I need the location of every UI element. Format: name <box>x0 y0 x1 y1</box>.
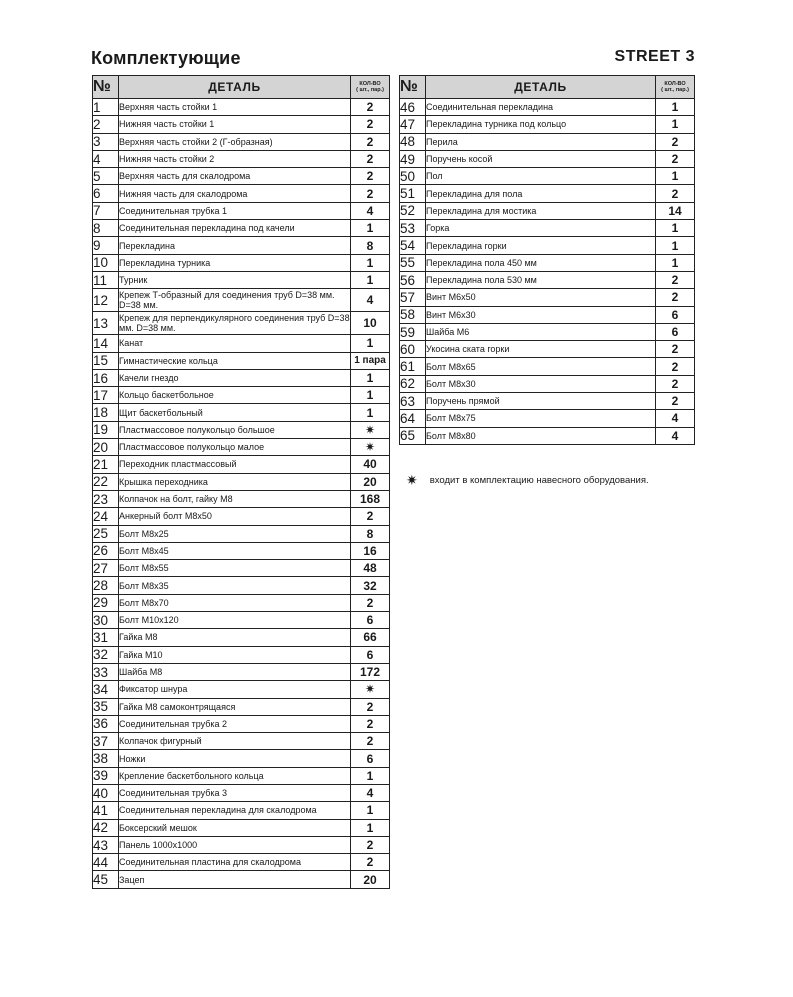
part-number: 26 <box>93 542 119 559</box>
part-number: 4 <box>93 150 119 167</box>
part-name: Винт М6х50 <box>426 289 656 306</box>
part-quantity: 2 <box>351 698 390 715</box>
part-quantity: 2 <box>351 594 390 611</box>
table-row <box>93 698 390 715</box>
table-row <box>400 237 695 254</box>
table-row <box>93 784 390 801</box>
table-row <box>93 802 390 819</box>
model-name: STREET 3 <box>614 48 695 65</box>
part-name: Нижняя часть стойки 1 <box>119 116 351 133</box>
part-name: Болт М8х65 <box>426 358 656 375</box>
part-number: 37 <box>93 733 119 750</box>
part-name: Нижняя часть для скалодрома <box>119 185 351 202</box>
table-row <box>400 323 695 340</box>
table-row <box>93 542 390 559</box>
part-quantity: 2 <box>351 733 390 750</box>
part-name: Качели гнездо <box>119 369 351 386</box>
part-quantity: 48 <box>351 560 390 577</box>
part-number: 42 <box>93 819 119 836</box>
part-quantity: 1 <box>351 404 390 421</box>
part-number: 12 <box>93 289 119 312</box>
table-row <box>93 168 390 185</box>
table-row <box>400 254 695 271</box>
part-number: 51 <box>400 185 426 202</box>
table-row <box>400 220 695 237</box>
part-number: 11 <box>93 271 119 288</box>
part-quantity: 2 <box>351 715 390 732</box>
part-number: 34 <box>93 681 119 698</box>
table-row <box>93 116 390 133</box>
part-name: Шайба М8 <box>119 663 351 680</box>
part-quantity: 1 <box>351 819 390 836</box>
table-row <box>93 421 390 438</box>
part-quantity: 2 <box>656 393 695 410</box>
part-name: Пластмассовое полукольцо большое <box>119 421 351 438</box>
part-name: Соединительная трубка 1 <box>119 202 351 219</box>
table-row <box>93 456 390 473</box>
part-number: 25 <box>93 525 119 542</box>
table-row <box>93 185 390 202</box>
table-row <box>93 767 390 784</box>
part-number: 35 <box>93 698 119 715</box>
table-row <box>93 733 390 750</box>
part-name: Болт М10х120 <box>119 612 351 629</box>
qty-header-line1: КОЛ-ВО <box>359 81 381 87</box>
part-quantity: 2 <box>351 133 390 150</box>
column-header-name: ДЕТАЛЬ <box>426 76 656 99</box>
part-name: Перекладина пола 530 мм <box>426 271 656 288</box>
part-quantity: 1 <box>351 271 390 288</box>
part-quantity: 2 <box>656 375 695 392</box>
part-quantity: 2 <box>656 341 695 358</box>
optional-equipment-icon: ✷ <box>351 681 390 698</box>
table-row <box>93 254 390 271</box>
part-name: Анкерный болт М8х50 <box>119 508 351 525</box>
part-name: Кольцо баскетбольное <box>119 387 351 404</box>
part-quantity: 1 <box>656 116 695 133</box>
part-number: 65 <box>400 427 426 444</box>
part-quantity: 2 <box>351 185 390 202</box>
part-name: Гайка М10 <box>119 646 351 663</box>
part-number: 32 <box>93 646 119 663</box>
part-number: 1 <box>93 99 119 116</box>
part-number: 53 <box>400 220 426 237</box>
asterisk-icon: ✷ <box>406 472 418 488</box>
part-number: 54 <box>400 237 426 254</box>
table-row <box>93 133 390 150</box>
part-number: 31 <box>93 629 119 646</box>
part-number: 3 <box>93 133 119 150</box>
part-name: Болт М8х70 <box>119 594 351 611</box>
table-row <box>93 871 390 888</box>
table-row <box>93 681 390 698</box>
part-name: Перекладина <box>119 237 351 254</box>
part-quantity: 10 <box>351 312 390 335</box>
table-row <box>93 819 390 836</box>
part-name: Болт М8х25 <box>119 525 351 542</box>
part-name: Гайка М8 самоконтрящаяся <box>119 698 351 715</box>
part-number: 61 <box>400 358 426 375</box>
part-name: Канат <box>119 335 351 352</box>
part-quantity: 1 <box>656 237 695 254</box>
part-quantity: 1 <box>656 220 695 237</box>
table-row <box>400 393 695 410</box>
part-quantity: 1 <box>656 168 695 185</box>
part-name: Перекладина для мостика <box>426 202 656 219</box>
part-number: 43 <box>93 836 119 853</box>
part-quantity: 2 <box>351 854 390 871</box>
table-row <box>400 341 695 358</box>
column-header-num: № <box>400 76 426 99</box>
qty-header-line1: КОЛ-ВО <box>664 81 686 87</box>
part-quantity: 2 <box>351 836 390 853</box>
part-number: 49 <box>400 150 426 167</box>
part-number: 63 <box>400 393 426 410</box>
part-name: Пол <box>426 168 656 185</box>
table-row <box>400 375 695 392</box>
part-name: Крепление баскетбольного кольца <box>119 767 351 784</box>
part-quantity: 168 <box>351 490 390 507</box>
part-quantity: 8 <box>351 525 390 542</box>
optional-equipment-icon: ✷ <box>351 439 390 456</box>
part-name: Фиксатор шнура <box>119 681 351 698</box>
table-row <box>93 439 390 456</box>
table-row <box>400 289 695 306</box>
part-quantity: 4 <box>351 202 390 219</box>
table-row <box>400 306 695 323</box>
table-row <box>93 646 390 663</box>
part-quantity: 32 <box>351 577 390 594</box>
table-row <box>93 525 390 542</box>
table-row <box>93 854 390 871</box>
part-name: Турник <box>119 271 351 288</box>
table-row <box>93 594 390 611</box>
part-name: Винт М6х30 <box>426 306 656 323</box>
table-row <box>93 150 390 167</box>
part-quantity: 6 <box>656 323 695 340</box>
table-row <box>93 612 390 629</box>
part-quantity: 2 <box>351 168 390 185</box>
table-header <box>93 76 390 99</box>
table-row <box>93 663 390 680</box>
table-row <box>93 836 390 853</box>
part-quantity: 2 <box>351 150 390 167</box>
part-name: Болт М8х55 <box>119 560 351 577</box>
part-quantity: 40 <box>351 456 390 473</box>
part-name: Горка <box>426 220 656 237</box>
part-number: 14 <box>93 335 119 352</box>
part-number: 19 <box>93 421 119 438</box>
part-name: Пластмассовое полукольцо малое <box>119 439 351 456</box>
part-number: 18 <box>93 404 119 421</box>
part-name: Шайба М6 <box>426 323 656 340</box>
part-number: 41 <box>93 802 119 819</box>
part-number: 2 <box>93 116 119 133</box>
page-title: Комплектующие <box>91 48 241 68</box>
footnote <box>406 472 649 489</box>
part-number: 7 <box>93 202 119 219</box>
table-row <box>400 168 695 185</box>
part-name: Поручень косой <box>426 150 656 167</box>
part-number: 16 <box>93 369 119 386</box>
part-quantity: 20 <box>351 473 390 490</box>
part-quantity: 2 <box>656 133 695 150</box>
column-header-name: ДЕТАЛЬ <box>119 76 351 99</box>
part-number: 5 <box>93 168 119 185</box>
table-row <box>93 312 390 335</box>
column-header-qty <box>351 76 390 99</box>
table-row <box>93 369 390 386</box>
part-number: 50 <box>400 168 426 185</box>
part-quantity: 4 <box>351 784 390 801</box>
part-number: 9 <box>93 237 119 254</box>
parts-table-right <box>399 75 695 445</box>
part-quantity: 4 <box>656 427 695 444</box>
part-number: 24 <box>93 508 119 525</box>
part-number: 38 <box>93 750 119 767</box>
table-row <box>400 133 695 150</box>
table-row <box>400 410 695 427</box>
part-name: Крепеж для перпендикулярного соединения труб D=38 мм. D=38 мм. <box>119 313 350 334</box>
part-name: Соединительная трубка 3 <box>119 784 351 801</box>
part-name: Перекладина пола 450 мм <box>426 254 656 271</box>
part-name: Соединительная перекладина под качели <box>119 220 351 237</box>
part-name: Болт М8х75 <box>426 410 656 427</box>
table-row <box>93 473 390 490</box>
part-number: 39 <box>93 767 119 784</box>
part-name: Соединительная перекладина <box>426 99 656 116</box>
part-number: 48 <box>400 133 426 150</box>
part-name: Поручень прямой <box>426 393 656 410</box>
part-name: Панель 1000х1000 <box>119 836 351 853</box>
part-quantity: 172 <box>351 663 390 680</box>
part-quantity: 14 <box>656 202 695 219</box>
part-name: Верхняя часть стойки 1 <box>119 99 351 116</box>
part-number: 30 <box>93 612 119 629</box>
part-name: Перила <box>426 133 656 150</box>
part-quantity: 6 <box>351 750 390 767</box>
table-row <box>93 352 390 369</box>
footnote-text: входит в комплектацию навесного оборудования. <box>429 475 649 486</box>
table-row <box>93 404 390 421</box>
part-quantity: 2 <box>351 116 390 133</box>
part-quantity: 2 <box>656 358 695 375</box>
table-row <box>93 99 390 116</box>
part-name: Нижняя часть стойки 2 <box>119 150 351 167</box>
part-number: 21 <box>93 456 119 473</box>
part-name: Соединительная трубка 2 <box>119 715 351 732</box>
table-row <box>400 271 695 288</box>
part-quantity: 1 <box>351 802 390 819</box>
part-name: Переходник пластмассовый <box>119 456 351 473</box>
part-name: Болт М8х35 <box>119 577 351 594</box>
part-name: Болт М8х80 <box>426 427 656 444</box>
table-row <box>93 271 390 288</box>
part-quantity: 1 <box>656 254 695 271</box>
table-row <box>93 490 390 507</box>
column-header-qty <box>656 76 695 99</box>
table-row <box>400 99 695 116</box>
table-row <box>93 715 390 732</box>
part-name: Зацеп <box>119 871 351 888</box>
part-number: 10 <box>93 254 119 271</box>
part-name: Крышка переходника <box>119 473 351 490</box>
part-quantity: 8 <box>351 237 390 254</box>
part-name: Колпачок на болт, гайку М8 <box>119 490 351 507</box>
part-number: 23 <box>93 490 119 507</box>
part-number: 45 <box>93 871 119 888</box>
part-number: 33 <box>93 663 119 680</box>
part-number: 57 <box>400 289 426 306</box>
part-quantity: 16 <box>351 542 390 559</box>
table-row <box>93 335 390 352</box>
part-name: Перекладина для пола <box>426 185 656 202</box>
table-row <box>400 427 695 444</box>
column-header-num: № <box>93 76 119 99</box>
part-quantity: 6 <box>656 306 695 323</box>
part-name: Перекладина турника <box>119 254 351 271</box>
table-header <box>400 76 695 99</box>
part-name: Гимнастические кольца <box>119 352 351 369</box>
part-number: 13 <box>93 312 119 335</box>
table-row <box>93 220 390 237</box>
part-number: 56 <box>400 271 426 288</box>
part-name: Соединительная пластина для скалодрома <box>119 854 351 871</box>
part-name: Перекладина горки <box>426 237 656 254</box>
part-name: Щит баскетбольный <box>119 404 351 421</box>
part-quantity: 4 <box>351 289 390 312</box>
part-quantity: 1 <box>351 335 390 352</box>
part-number: 29 <box>93 594 119 611</box>
part-number: 8 <box>93 220 119 237</box>
part-name: Гайка М8 <box>119 629 351 646</box>
part-number: 46 <box>400 99 426 116</box>
table-row <box>93 629 390 646</box>
part-quantity: 2 <box>351 508 390 525</box>
part-number: 47 <box>400 116 426 133</box>
optional-equipment-icon: ✷ <box>351 421 390 438</box>
part-number: 22 <box>93 473 119 490</box>
table-row <box>400 358 695 375</box>
table-row <box>93 577 390 594</box>
part-number: 55 <box>400 254 426 271</box>
table-row <box>400 116 695 133</box>
part-quantity: 1 <box>351 254 390 271</box>
part-number: 6 <box>93 185 119 202</box>
part-quantity: 1 пара <box>351 352 390 369</box>
table-row <box>93 750 390 767</box>
part-quantity: 6 <box>351 612 390 629</box>
part-number: 44 <box>93 854 119 871</box>
table-row <box>93 202 390 219</box>
table-row <box>93 237 390 254</box>
part-quantity: 1 <box>351 220 390 237</box>
parts-table-left <box>92 75 390 889</box>
part-name: Верхняя часть стойки 2 (Г-образная) <box>119 133 351 150</box>
table-row <box>93 508 390 525</box>
part-quantity: 2 <box>351 99 390 116</box>
part-number: 20 <box>93 439 119 456</box>
part-quantity: 4 <box>656 410 695 427</box>
part-number: 52 <box>400 202 426 219</box>
part-quantity: 20 <box>351 871 390 888</box>
table-row <box>93 560 390 577</box>
part-quantity: 2 <box>656 185 695 202</box>
part-quantity: 2 <box>656 289 695 306</box>
part-name: Соединительная перекладина для скалодрома <box>119 802 351 819</box>
part-number: 64 <box>400 410 426 427</box>
part-number: 27 <box>93 560 119 577</box>
table-row <box>400 202 695 219</box>
part-number: 58 <box>400 306 426 323</box>
part-name: Боксерский мешок <box>119 819 351 836</box>
part-quantity: 1 <box>351 767 390 784</box>
part-quantity: 1 <box>351 369 390 386</box>
part-number: 15 <box>93 352 119 369</box>
part-number: 60 <box>400 341 426 358</box>
part-name: Колпачок фигурный <box>119 733 351 750</box>
part-name: Укосина ската горки <box>426 341 656 358</box>
part-quantity: 1 <box>351 387 390 404</box>
part-name: Ножки <box>119 750 351 767</box>
part-quantity: 6 <box>351 646 390 663</box>
table-row <box>93 387 390 404</box>
part-number: 17 <box>93 387 119 404</box>
part-quantity: 1 <box>656 99 695 116</box>
part-number: 62 <box>400 375 426 392</box>
part-number: 40 <box>93 784 119 801</box>
qty-header-line2: ( шт., пар.) <box>661 87 689 93</box>
table-row <box>93 289 390 312</box>
qty-header-line2: ( шт., пар.) <box>356 87 384 93</box>
part-name: Болт М8х45 <box>119 542 351 559</box>
part-name: Верхняя часть для скалодрома <box>119 168 351 185</box>
table-row <box>400 185 695 202</box>
part-number: 36 <box>93 715 119 732</box>
part-number: 28 <box>93 577 119 594</box>
part-name: Перекладина турника под кольцо <box>426 116 656 133</box>
part-quantity: 2 <box>656 271 695 288</box>
part-name: Крепеж Т-образный для соединения труб D=38 мм. D=38 мм. <box>119 289 351 312</box>
part-quantity: 66 <box>351 629 390 646</box>
part-name: Болт М8х30 <box>426 375 656 392</box>
table-row <box>400 150 695 167</box>
part-quantity: 2 <box>656 150 695 167</box>
part-number: 59 <box>400 323 426 340</box>
